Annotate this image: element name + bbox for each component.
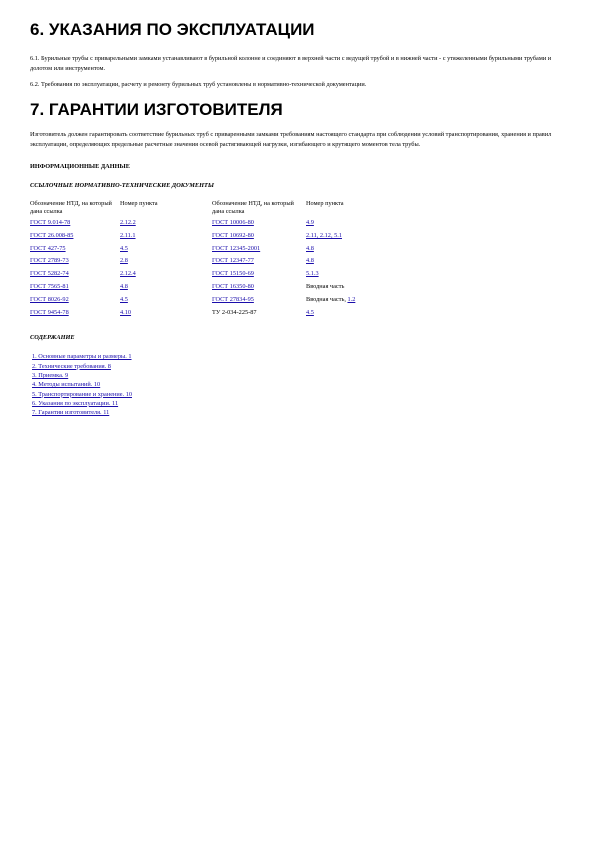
toc-item [32,399,570,408]
ref-item-prefix: Вводная часть, [306,295,348,303]
ref-item-cell [120,309,212,322]
ref-doc-cell [212,257,306,270]
ref-item-cell [120,257,212,270]
paragraph-6-2: 6.2. Требования по эксплуатации, расчету и ремонту бурильных труб установлены в нормативно-технической документации. [30,81,367,88]
ref-item-cell [120,296,212,309]
ref-doc-cell [212,245,306,258]
ref-doc-link[interactable]: ГОСТ 7565-81 [30,282,69,290]
toc-link[interactable]: 2. Технические требования. 8 [32,362,111,370]
ref-doc-text: ТУ 2-034-225-87 [212,308,257,316]
ref-doc-cell [30,283,120,296]
ref-doc-cell [30,232,120,245]
toc-item [32,352,570,361]
toc-heading: СОДЕРЖАНИЕ [30,334,75,342]
toc-link[interactable]: 7. Гарантии изготовителя. 11 [32,409,110,417]
ref-doc-cell [212,283,306,296]
toc-link[interactable]: 1. Основные параметры и размеры. 1 [32,353,132,361]
ref-item-cell [306,309,406,322]
ref-item-cell [306,245,406,258]
ref-item-cell [306,296,406,309]
toc-item [32,362,570,371]
table-row [30,283,406,296]
col-header-item-left: Номер пункта [120,200,158,207]
ref-item-link[interactable]: 4.8 [120,282,128,290]
ref-doc-link[interactable]: ГОСТ 8026-92 [30,295,69,303]
paragraph-7: Изготовитель должен гарантировать соответствие бурильных труб с приваренными замками требованиям настоящего стандарта при соблюдении условий транспортирования, хранения и правил эксплуатации, определяющих предельные расчетные значения осевой растягивающей нагрузки, изгибающего и крутящего моментов тела трубы. [30,131,552,148]
col-header-doc-left: Обозначение НТД, на который дана ссылка [30,200,112,215]
ref-item-cell [120,245,212,258]
ref-item-link[interactable]: 4.5 [120,295,128,303]
references-table-body [30,219,406,321]
ref-item-link[interactable]: 1.2 [347,295,356,303]
references-table [30,200,406,321]
ref-doc-link[interactable]: ГОСТ 427-75 [30,244,66,252]
toc-item [32,380,570,389]
ref-doc-cell [212,296,306,309]
ref-item-link[interactable]: 4.10 [120,308,132,316]
ref-item-link[interactable]: 2.12.2 [120,219,136,226]
ref-item-cell [306,257,406,270]
ref-item-cell [120,270,212,283]
table-row [30,296,406,309]
ref-item-link[interactable]: 5.1.3 [306,270,319,278]
table-row [30,232,406,245]
toc-item [32,390,570,399]
refs-heading: ССЫЛОЧНЫЕ НОРМАТИВНО-ТЕХНИЧЕСКИЕ ДОКУМЕНТЫ [30,182,214,189]
toc-link[interactable]: 6. Указания по эксплуатации. 11 [32,399,119,407]
ref-item-link[interactable]: 2.8 [120,257,128,265]
ref-item-link[interactable]: 4.8 [306,244,314,252]
ref-item-link[interactable]: 4.5 [120,244,128,252]
toc-item [32,371,570,380]
ref-doc-cell [212,309,306,322]
ref-item-link[interactable]: 2.11, 2.12, 5.1 [306,231,342,239]
document-page [30,18,570,417]
ref-item-cell [306,219,406,232]
ref-doc-link[interactable]: ГОСТ 2789-73 [30,257,69,265]
ref-item-cell [306,232,406,245]
ref-doc-link[interactable]: ГОСТ 9454-78 [30,308,69,316]
ref-doc-link[interactable]: ГОСТ 12345-2001 [212,244,261,252]
ref-doc-cell [212,232,306,245]
ref-doc-cell [30,270,120,283]
ref-item-prefix: Вводная часть [306,282,345,290]
table-row [30,270,406,283]
table-row [30,309,406,322]
ref-doc-cell [30,257,120,270]
col-header-item-right: Номер пункта [306,200,344,207]
ref-item-cell [306,270,406,283]
ref-doc-link[interactable]: ГОСТ 10692-80 [212,231,254,239]
ref-item-cell [120,283,212,296]
ref-item-cell [306,283,406,296]
paragraph-6-1: 6.1. Бурильные трубы с приварельными замками устанавливают в бурильной колонне и соединяют в верхней части с ведущей трубой и в нижней части - с утяжеленными бурильными трубами и долотом или инструментом. [30,55,552,72]
ref-doc-cell [30,219,120,232]
ref-item-link[interactable]: 2.11.1 [120,231,136,239]
ref-doc-link[interactable]: ГОСТ 5282-74 [30,270,69,278]
table-row [30,219,406,232]
ref-doc-cell [30,309,120,322]
ref-doc-link[interactable]: ГОСТ 16350-80 [212,282,254,290]
ref-item-link[interactable]: 4.5 [306,308,314,316]
ref-doc-link[interactable]: ГОСТ 27834-95 [212,295,254,303]
toc-list [32,352,570,417]
ref-item-cell [120,232,212,245]
ref-doc-cell [30,296,120,309]
ref-doc-link[interactable]: ГОСТ 9.014-78 [30,219,71,226]
ref-doc-link[interactable]: ГОСТ 26.008-85 [30,231,74,239]
ref-doc-link[interactable]: ГОСТ 10006-80 [212,219,254,226]
ref-doc-cell [212,219,306,232]
info-heading: ИНФОРМАЦИОННЫЕ ДАННЫЕ [30,163,130,170]
toc-link[interactable]: 4. Методы испытаний. 10 [32,381,101,389]
ref-doc-cell [212,270,306,283]
section-6-heading: 6. УКАЗАНИЯ ПО ЭКСПЛУАТАЦИИ [30,20,315,39]
toc-link[interactable]: 3. Приемка. 9 [32,371,69,379]
ref-doc-link[interactable]: ГОСТ 12347-77 [212,257,254,265]
toc-link[interactable]: 5. Транспортирование и хранение. 10 [32,390,132,398]
col-header-doc-right: Обозначение НТД, на который дана ссылка [212,200,294,215]
ref-item-cell [120,219,212,232]
toc-item [32,408,570,417]
table-row [30,245,406,258]
ref-item-link[interactable]: 4.8 [306,257,314,265]
ref-doc-link[interactable]: ГОСТ 15150-69 [212,270,254,278]
ref-item-link[interactable]: 4.9 [306,219,314,226]
table-row [30,257,406,270]
ref-doc-cell [30,245,120,258]
section-7-heading: 7. ГАРАНТИИ ИЗГОТОВИТЕЛЯ [30,100,283,119]
table-header-row [30,200,406,219]
ref-item-link[interactable]: 2.12.4 [120,270,136,278]
